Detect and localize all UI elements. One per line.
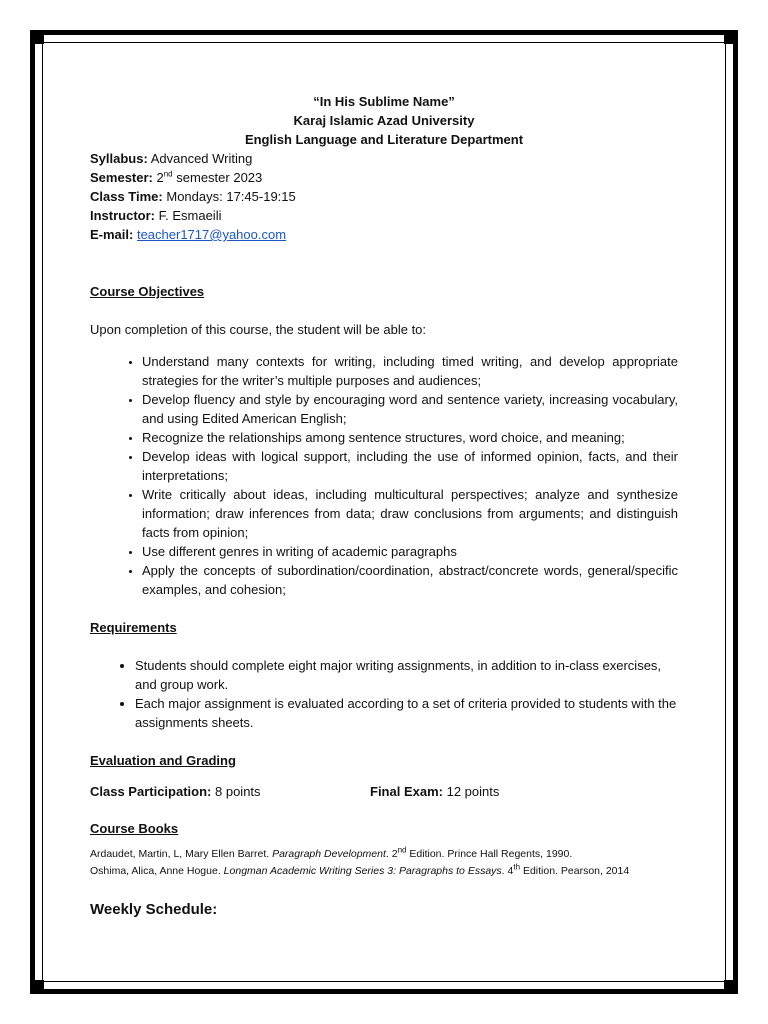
course-books-heading: Course Books — [90, 821, 179, 836]
list-item: • Develop ideas with logical support, including the use of informed opinion, facts, and their interpretations; — [142, 447, 678, 485]
book-publisher: Edition. Prince Hall Regents, 1990. — [409, 848, 573, 860]
final-exam-cell — [370, 782, 499, 801]
semester-suffix: nd — [163, 169, 173, 179]
requirements-list — [90, 656, 678, 732]
list-item: • Each major assignment is evaluated according to a set of criteria provided to students with the assignments sheets. — [135, 694, 678, 732]
email-line — [90, 225, 678, 244]
book-entry — [90, 863, 678, 880]
weekly-schedule-heading: Weekly Schedule: — [90, 901, 218, 918]
book-authors: Oshima, Alica, Anne Hogue. — [90, 865, 221, 877]
list-item: • Understand many contexts for writing, including timed writing, and develop appropriate strategies for the writer’s multiple purposes and audiences; — [142, 352, 678, 390]
final-exam-value: 12 points — [446, 784, 500, 799]
grading-row — [90, 782, 678, 801]
course-objectives-heading: Course Objectives — [90, 284, 205, 299]
requirements-heading: Requirements — [90, 620, 177, 635]
header-department: English Language and Literature Department — [244, 132, 524, 147]
email-label: E-mail: — [90, 227, 134, 242]
header-dedication: “In His Sublime Name” — [313, 94, 455, 109]
instructor-value: F. Esmaeili — [158, 208, 222, 223]
semester-number: 2 — [156, 170, 164, 185]
book-authors: Ardaudet, Martin, L, Mary Ellen Barret. — [90, 848, 270, 860]
participation-label: Class Participation: — [90, 784, 212, 799]
instructor-line — [90, 206, 678, 225]
course-books-list — [90, 846, 678, 880]
class-time-value: Mondays: 17:45-19:15 — [166, 189, 296, 204]
border-corner-top-left — [30, 30, 44, 44]
border-corner-bottom-right — [724, 980, 738, 994]
syllabus-line — [90, 149, 678, 168]
class-time-label: Class Time: — [90, 189, 163, 204]
course-meta — [90, 149, 678, 244]
book-publisher: Edition. Pearson, 2014 — [522, 865, 630, 877]
list-item: • Use different genres in writing of academic paragraphs — [142, 542, 678, 561]
email-link[interactable]: teacher1717@yahoo.com — [136, 227, 287, 242]
syllabus-value: Advanced Writing — [150, 151, 253, 166]
objectives-intro: Upon completion of this course, the student will be able to: — [90, 322, 427, 337]
semester-rest: semester 2023 — [176, 170, 263, 185]
evaluation-heading: Evaluation and Grading — [90, 753, 236, 768]
class-time-line — [90, 187, 678, 206]
objectives-list — [90, 352, 678, 599]
semester-label: Semester: — [90, 170, 153, 185]
header-university: Karaj Islamic Azad University — [293, 113, 475, 128]
book-edition-number: . 4 — [501, 865, 514, 877]
list-item: • Recognize the relationships among sentence structures, word choice, and meaning; — [142, 428, 678, 447]
book-title: Paragraph Development — [272, 848, 386, 860]
list-item: • Students should complete eight major writing assignments, in addition to in-class exercises, and group work. — [135, 656, 678, 694]
list-item: • Apply the concepts of subordination/coordination, abstract/concrete words, general/specific examples, and cohesion; — [142, 561, 678, 599]
final-exam-label: Final Exam: — [370, 784, 443, 799]
book-entry — [90, 846, 678, 863]
list-item: • Develop fluency and style by encouraging word and sentence variety, increasing vocabulary, and using Edited American English; — [142, 390, 678, 428]
book-edition-suffix: nd — [397, 845, 407, 855]
list-item: • Write critically about ideas, including multicultural perspectives; analyze and synthesize information; draw inferences from data; draw conclusions from arguments; and distinguish facts from opinion; — [142, 485, 678, 542]
book-edition-suffix: th — [513, 862, 521, 872]
border-corner-bottom-left — [30, 980, 44, 994]
semester-line — [90, 168, 678, 187]
instructor-label: Instructor: — [90, 208, 155, 223]
participation-cell — [90, 782, 370, 801]
border-corner-top-right — [724, 30, 738, 44]
document-body — [90, 92, 678, 919]
participation-value: 8 points — [215, 784, 261, 799]
book-title: Longman Academic Writing Series 3: Paragraphs to Essays — [223, 865, 502, 877]
syllabus-label: Syllabus: — [90, 151, 148, 166]
book-edition-number: . 2 — [385, 848, 398, 860]
